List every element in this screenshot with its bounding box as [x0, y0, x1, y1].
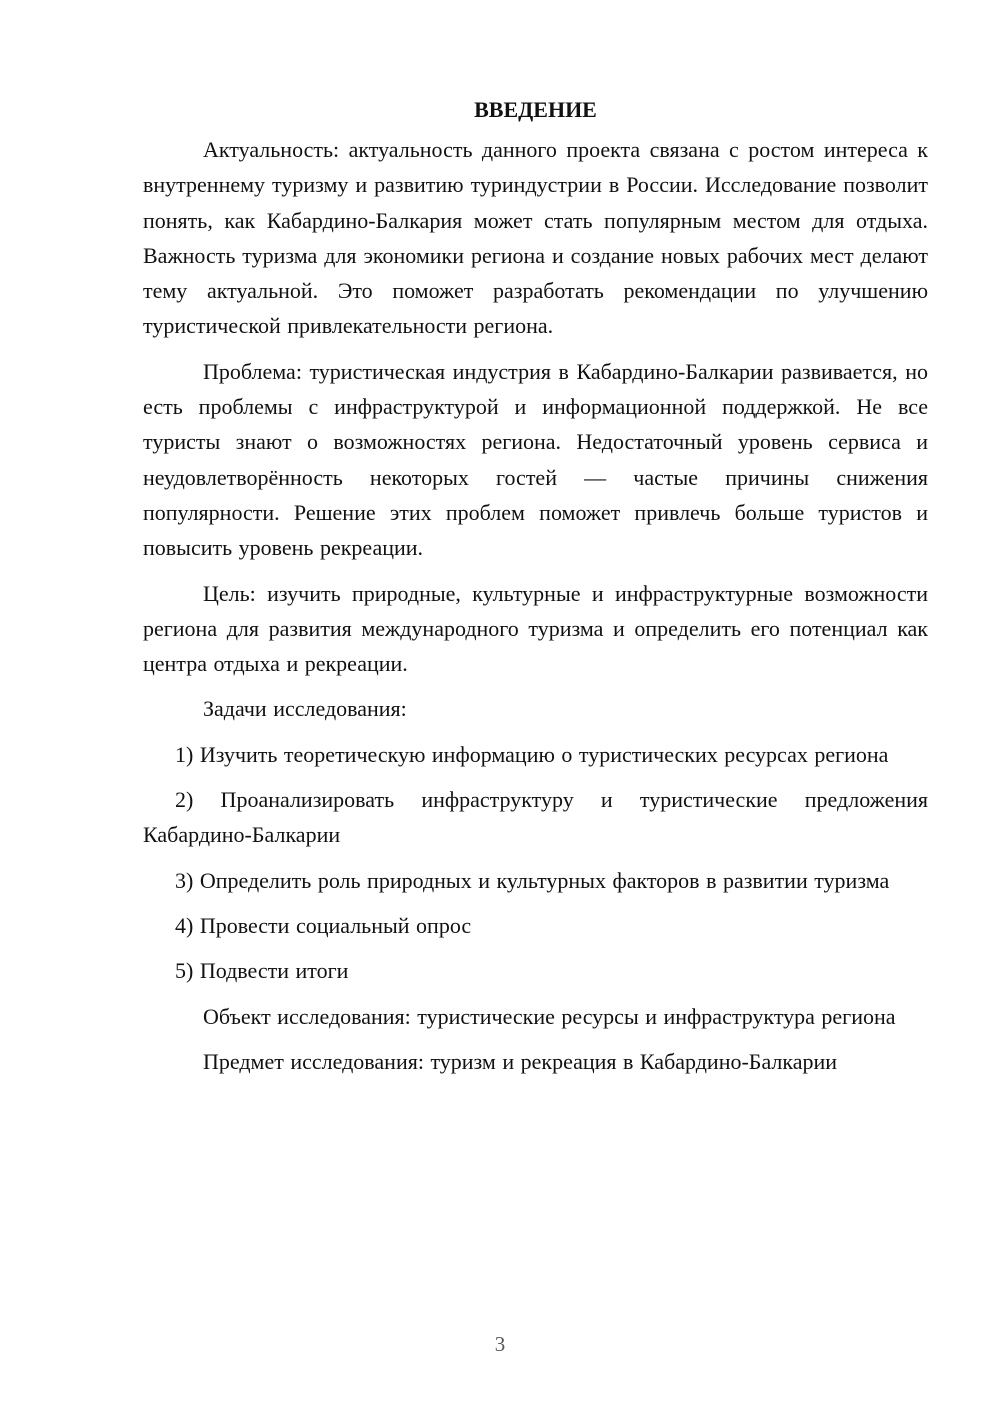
page-number: 3	[494, 1332, 506, 1356]
tasks-heading: Задачи исследования:	[203, 696, 407, 722]
task-item-4: 4) Провести социальный опрос	[175, 912, 472, 938]
task-item-2: 2) Проанализировать инфраструктуру и туристические предложения Кабардино-Балкарии	[143, 787, 928, 848]
task-item-5: 5) Подвести итоги	[175, 958, 349, 984]
problem-paragraph: Проблема: туристическая индустрия в Кабардино-Балкарии развивается, но есть проблемы с инфраструктурой и информационной поддержкой. Не все туристы знают о возможностях региона. Недостаточный уровень сервиса и неудовлетворённость некоторых гостей — частые причины снижения популярности. Решение этих проблем поможет привлечь больше туристов и повысить уровень рекреации.	[143, 358, 928, 561]
object-paragraph: Объект исследования: туристические ресурсы и инфраструктура региона	[203, 1003, 896, 1029]
relevance-paragraph: Актуальность: актуальность данного проекта связана с ростом интереса к внутреннему туризму и развитию туриндустрии в России. Исследование позволит понять, как Кабардино-Балкария может стать популярным местом для отдыха. Важность туризма для экономики региона и создание новых рабочих мест делают тему актуальной. Это поможет разработать рекомендации по улучшению туристической привлекательности региона.	[143, 137, 928, 339]
page-title: ВВЕДЕНИЕ	[474, 97, 597, 122]
task-item-3: 3) Определить роль природных и культурных факторов в развитии туризма	[175, 867, 890, 893]
document-page	[143, 88, 928, 1079]
subject-paragraph: Предмет исследования: туризм и рекреация в Кабардино-Балкарии	[203, 1048, 838, 1074]
goal-paragraph: Цель: изучить природные, культурные и инфраструктурные возможности региона для развития международного туризма и определить его потенциал как центра отдыха и рекреации.	[143, 580, 928, 677]
task-item-1: 1) Изучить теоретическую информацию о туристических ресурсах региона	[175, 741, 889, 767]
